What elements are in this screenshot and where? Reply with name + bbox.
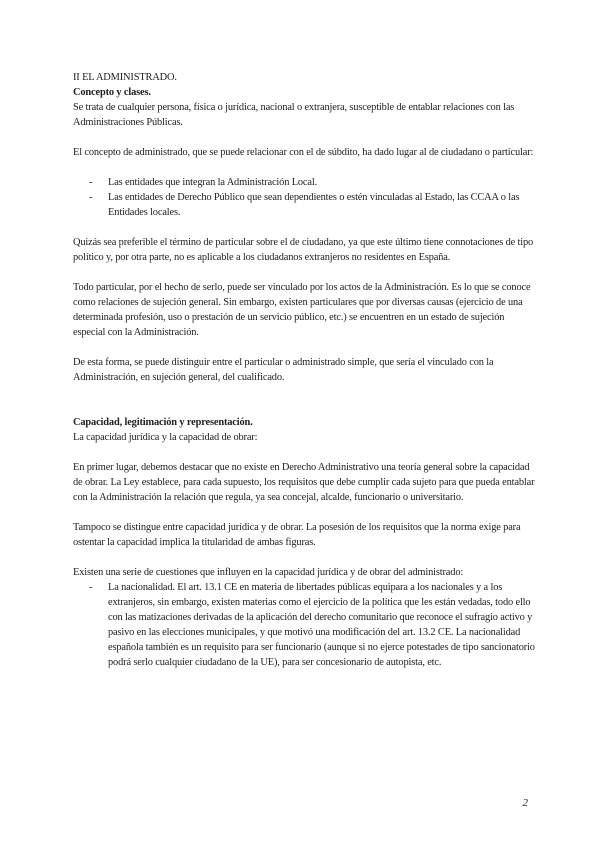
page-number: 2	[522, 797, 528, 809]
concept-paragraph-4: Todo particular, por el hecho de serlo, puede ser vinculado por los actos de la Administración. Es lo que se conoce como relaciones de sujeción general. Sin embargo, existen particulares que por diversas causas (ejercicio de una determinada profesión, uso o prestación de un servicio público, etc.) se encuentren en un estado de sujeción especial con la Administración.	[73, 282, 531, 338]
capacity-list	[73, 580, 535, 670]
capacity-heading: Capacidad, legitimación y representación.	[73, 417, 253, 428]
list-item: - Las entidades de Derecho Público que sean dependientes o estén vinculadas al Estado, las CCAA o las Entidades locales.	[89, 192, 520, 218]
concept-paragraph-5: De esta forma, se puede distinguir entre el particular o administrado simple, que sería el vinculado con la Administración, en sujeción general, del cualificado.	[73, 357, 494, 383]
capacity-paragraph-2: Tampoco se distingue entre capacidad jurídica y de obrar. La posesión de los requisitos que la norma exige para ostentar la capacidad implica la titularidad de ambas figuras.	[73, 522, 521, 548]
list-item: - La nacionalidad. El art. 13.1 CE en materia de libertades públicas equipara a los nacionales y a los extranjeros, sin embargo, existen materias como el ejercicio de la política que les están vedadas, todo ello con las matizaciones derivadas de la aplicación del derecho comunitario que reconoce el sufragio activo y pasivo en las elecciones municipales, y que motivó una modificación del art. 13.2 CE. La nacionalidad española también es un requisito para ser funcionario (aunque si no ejerce potestades de tipo sancionatorio podrá serlo cualquier ciudadano de la UE), para ser concesionario de autopista, etc.	[89, 582, 535, 668]
concept-heading: Concepto y clases.	[73, 87, 151, 98]
capacity-subheading: La capacidad jurídica y la capacidad de obrar:	[73, 432, 258, 443]
list-item: - Las entidades que integran la Administración Local.	[89, 177, 318, 188]
concept-paragraph-1: Se trata de cualquier persona, física o jurídica, nacional o extranjera, susceptible de entablar relaciones con las Administraciones Públicas.	[73, 102, 515, 128]
concept-paragraph-3: Quizás sea preferible el término de particular sobre el de ciudadano, ya que este último tiene connotaciones de tipo político y, por otra parte, no es aplicable a los ciudadanos extranjeros no residentes en España.	[73, 237, 534, 263]
concept-list	[73, 175, 535, 220]
document-page	[73, 70, 535, 670]
concept-paragraph-2: El concepto de administrado, que se puede relacionar con el de súbdito, ha dado lugar al de ciudadano o particular:	[73, 147, 534, 158]
capacity-paragraph-1: En primer lugar, debemos destacar que no existe en Derecho Administrativo una teoría general sobre la capacidad de obrar. La Ley establece, para cada supuesto, los requisitos que debe cumplir cada sujeto para que pueda entablar con la Administración la relación que regula, ya sea concejal, alcalde, funcionario o universitario.	[73, 462, 535, 503]
section-title: II EL ADMINISTRADO.	[73, 72, 177, 83]
capacity-paragraph-3: Existen una serie de cuestiones que influyen en la capacidad jurídica y de obrar del administrado:	[73, 567, 464, 578]
